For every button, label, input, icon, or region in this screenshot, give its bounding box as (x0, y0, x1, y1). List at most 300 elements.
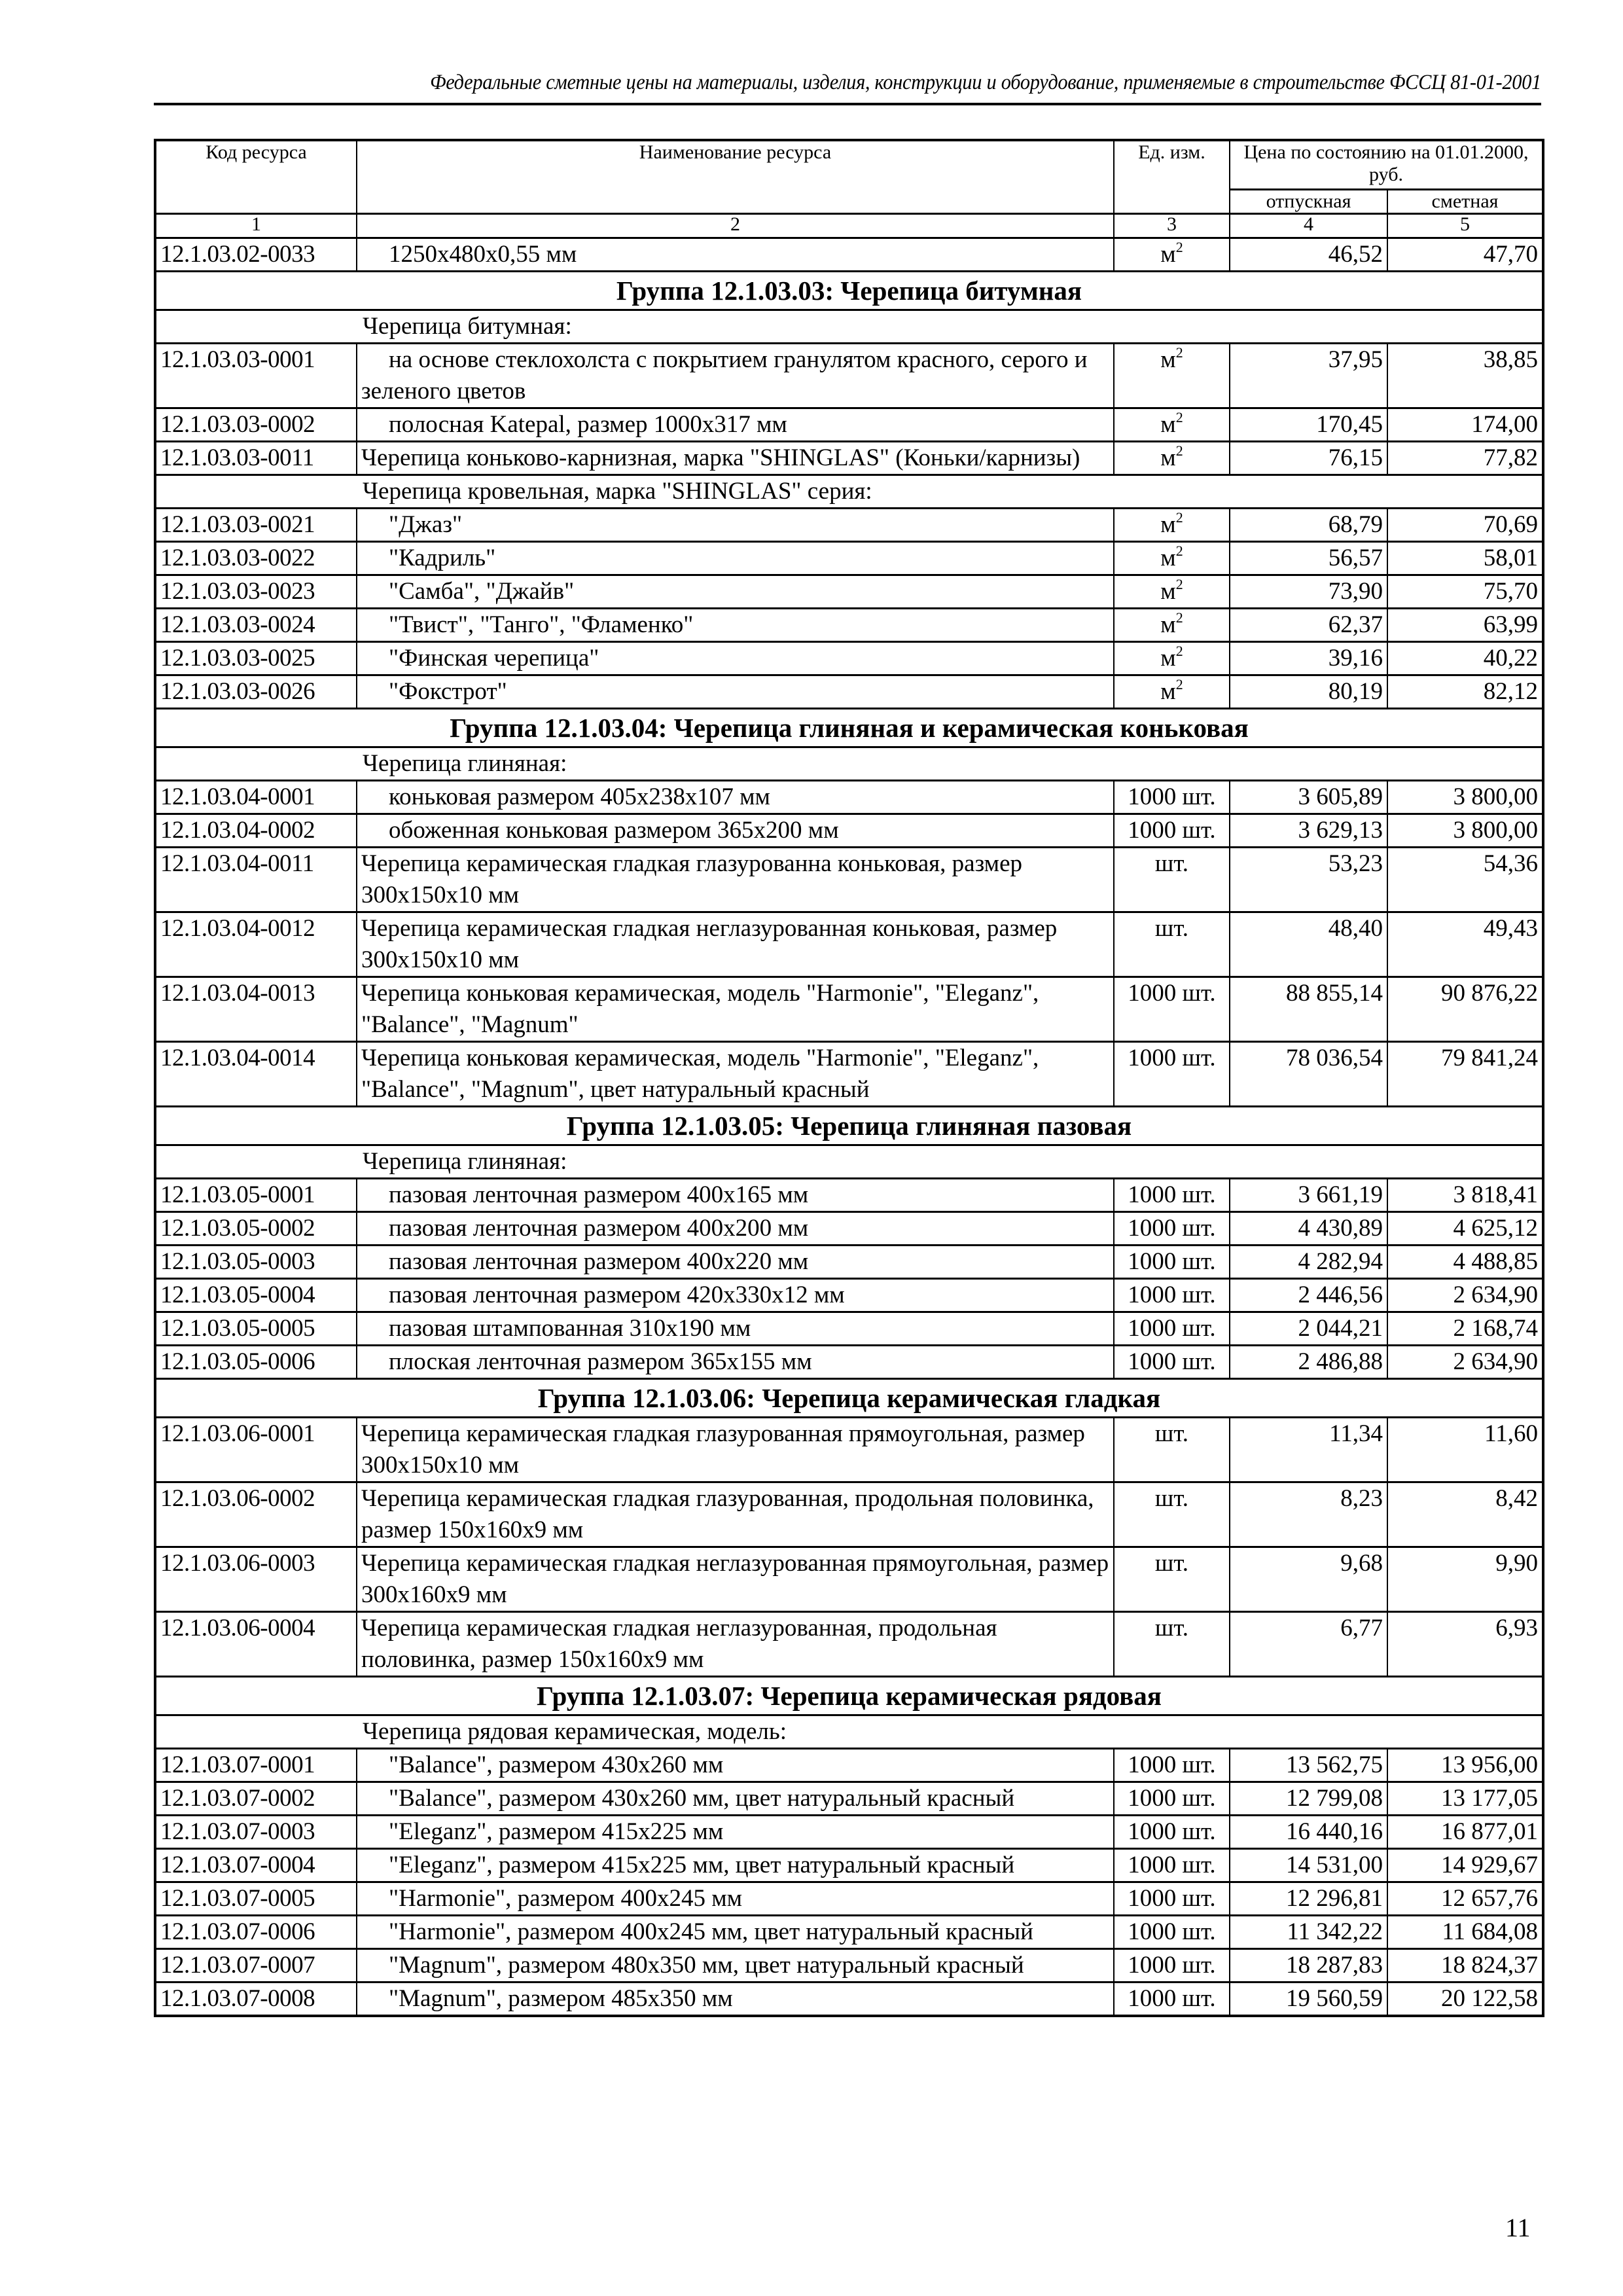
unit-text: шт. (1154, 915, 1189, 942)
estimate-price: 90 876,22 (1387, 977, 1543, 1042)
unit-text: 1000 шт. (1128, 1315, 1216, 1342)
subheading: Черепица битумная: (155, 310, 1543, 344)
resource-name-text: "Твист", "Танго", "Фламенко" (389, 611, 694, 638)
estimate-price: 3 800,00 (1387, 781, 1543, 814)
unit-text: м (1160, 411, 1176, 438)
resource-name (357, 1279, 1114, 1312)
resource-name (357, 1212, 1114, 1246)
table-row (155, 814, 1543, 848)
unit-text: 1000 шт. (1128, 1818, 1216, 1845)
resource-name-text: "Harmonie", размером 400x245 мм, цвет натуральный красный (389, 1918, 1033, 1945)
subheading: Черепица рядовая керамическая, модель: (155, 1715, 1543, 1749)
estimate-price: 4 625,12 (1387, 1212, 1543, 1246)
resource-name (357, 848, 1114, 912)
resource-name (357, 1949, 1114, 1982)
unit-text: 1000 шт. (1128, 1918, 1216, 1945)
table-row (155, 1212, 1543, 1246)
unit-of-measure (1114, 509, 1230, 542)
resource-name-text: Черепица керамическая гладкая глазурованна коньковая, размер 300x150x10 мм (361, 850, 1023, 908)
release-price: 56,57 (1230, 542, 1387, 575)
estimate-price: 4 488,85 (1387, 1246, 1543, 1279)
release-price: 14 531,00 (1230, 1849, 1387, 1882)
unit-superscript: 2 (1175, 575, 1183, 592)
resource-code: 12.1.03.07-0004 (155, 1849, 357, 1882)
release-price: 6,77 (1230, 1612, 1387, 1677)
table-row (155, 1782, 1543, 1816)
group-heading-row (155, 1379, 1543, 1418)
unit-of-measure (1114, 1949, 1230, 1982)
resource-code: 12.1.03.07-0001 (155, 1749, 357, 1782)
table-row (155, 977, 1543, 1042)
resource-code: 12.1.03.04-0013 (155, 977, 357, 1042)
unit-superscript: 2 (1175, 344, 1183, 361)
table-row (155, 1949, 1543, 1982)
unit-text: м (1160, 346, 1176, 373)
resource-name (357, 1547, 1114, 1612)
resource-code: 12.1.03.03-0022 (155, 542, 357, 575)
estimate-price: 16 877,01 (1387, 1816, 1543, 1849)
subheading-row (155, 475, 1543, 509)
resource-name-text: "Фокстрот" (389, 678, 507, 705)
release-price: 88 855,14 (1230, 977, 1387, 1042)
estimate-price: 40,22 (1387, 642, 1543, 675)
resource-name-text: "Magnum", размером 485x350 мм (389, 1985, 733, 2012)
subheading-row (155, 310, 1543, 344)
subheading-row (155, 1145, 1543, 1179)
release-price: 48,40 (1230, 912, 1387, 977)
resource-name-text: Черепица коньковая керамическая, модель "Harmonie", "Eleganz", "Balance", "Magnum" (361, 980, 1039, 1038)
resource-name-text: "Финская черепица" (389, 645, 599, 672)
release-price: 8,23 (1230, 1482, 1387, 1547)
resource-name-text: "Eleganz", размером 415x225 мм, цвет натуральный красный (389, 1852, 1015, 1878)
release-price: 3 661,19 (1230, 1179, 1387, 1212)
resource-name-text: пазовая ленточная размером 400x220 мм (389, 1248, 809, 1275)
resource-name-text: коньковая размером 405x238x107 мм (389, 783, 770, 810)
resource-name-text: "Harmonie", размером 400x245 мм (389, 1885, 743, 1912)
group-heading: Группа 12.1.03.03: Черепица битумная (155, 272, 1543, 310)
resource-code: 12.1.03.03-0021 (155, 509, 357, 542)
unit-of-measure (1114, 238, 1230, 272)
unit-of-measure (1114, 642, 1230, 675)
resource-name (357, 1179, 1114, 1212)
unit-text: шт. (1154, 1420, 1189, 1447)
resource-name (357, 781, 1114, 814)
resource-code: 12.1.03.03-0002 (155, 408, 357, 442)
resource-name (357, 1042, 1114, 1107)
unit-text: 1000 шт. (1128, 1852, 1216, 1878)
table-row (155, 1916, 1543, 1949)
resource-name-text: "Кадриль" (389, 545, 496, 571)
resource-name (357, 912, 1114, 977)
estimate-price: 54,36 (1387, 848, 1543, 912)
unit-of-measure (1114, 1882, 1230, 1916)
resource-code: 12.1.03.03-0025 (155, 642, 357, 675)
resource-code: 12.1.03.03-0001 (155, 344, 357, 408)
unit-text: м (1160, 611, 1176, 638)
table-row (155, 1279, 1543, 1312)
resource-name (357, 1612, 1114, 1677)
unit-of-measure (1114, 1346, 1230, 1379)
table-row (155, 1612, 1543, 1677)
column-numbers-row (155, 214, 1543, 238)
table-row (155, 1246, 1543, 1279)
resource-name-text: полосная Katepal, размер 1000x317 мм (389, 411, 787, 438)
unit-text: шт. (1154, 1550, 1189, 1577)
table-row (155, 1982, 1543, 2017)
table-row (155, 1312, 1543, 1346)
estimate-price: 9,90 (1387, 1547, 1543, 1612)
table-header (155, 140, 1543, 238)
resource-code: 12.1.03.04-0014 (155, 1042, 357, 1107)
resource-code: 12.1.03.03-0026 (155, 675, 357, 709)
group-heading-row (155, 709, 1543, 747)
estimate-price: 77,82 (1387, 442, 1543, 475)
release-price: 11,34 (1230, 1418, 1387, 1482)
resource-name (357, 408, 1114, 442)
resource-name-text: 1250x480x0,55 мм (389, 241, 577, 268)
unit-of-measure (1114, 1982, 1230, 2017)
resource-name-text: "Balance", размером 430x260 мм, цвет натуральный красный (389, 1785, 1015, 1812)
price-table (154, 139, 1544, 2017)
resource-code: 12.1.03.04-0001 (155, 781, 357, 814)
table-row (155, 1849, 1543, 1882)
table-row (155, 1042, 1543, 1107)
resource-code: 12.1.03.05-0004 (155, 1279, 357, 1312)
unit-text: 1000 шт. (1128, 1985, 1216, 2012)
resource-name-text: Черепица коньковая керамическая, модель "Harmonie", "Eleganz", "Balance", "Magnum", цвет натуральный красный (361, 1045, 1039, 1103)
unit-text: м (1160, 678, 1176, 705)
release-price: 9,68 (1230, 1547, 1387, 1612)
resource-name (357, 1982, 1114, 2017)
resource-name (357, 977, 1114, 1042)
resource-name-text: Черепица керамическая гладкая неглазурованная прямоугольная, размер 300x160x9 мм (361, 1550, 1109, 1608)
table-row (155, 609, 1543, 642)
unit-superscript: 2 (1175, 609, 1183, 626)
resource-code: 12.1.03.07-0008 (155, 1982, 357, 2017)
resource-code: 12.1.03.03-0011 (155, 442, 357, 475)
estimate-price: 13 177,05 (1387, 1782, 1543, 1816)
table-row (155, 1482, 1543, 1547)
release-price: 53,23 (1230, 848, 1387, 912)
unit-text: 1000 шт. (1128, 1348, 1216, 1375)
estimate-price: 2 634,90 (1387, 1346, 1543, 1379)
unit-text: м (1160, 645, 1176, 672)
unit-of-measure (1114, 542, 1230, 575)
release-price: 13 562,75 (1230, 1749, 1387, 1782)
resource-name (357, 238, 1114, 272)
unit-text: 1000 шт. (1128, 1045, 1216, 1071)
resource-code: 12.1.03.06-0003 (155, 1547, 357, 1612)
resource-name-text: пазовая ленточная размером 400x165 мм (389, 1181, 809, 1208)
estimate-price: 3 818,41 (1387, 1179, 1543, 1212)
unit-of-measure (1114, 344, 1230, 408)
unit-text: 1000 шт. (1128, 1181, 1216, 1208)
subheading: Черепица глиняная: (155, 747, 1543, 781)
page-number: 11 (1505, 2213, 1531, 2242)
unit-of-measure (1114, 1612, 1230, 1677)
unit-of-measure (1114, 1547, 1230, 1612)
table-row (155, 238, 1543, 272)
release-price: 2 486,88 (1230, 1346, 1387, 1379)
resource-code: 12.1.03.06-0002 (155, 1482, 357, 1547)
unit-text: 1000 шт. (1128, 1751, 1216, 1778)
resource-name-text: "Eleganz", размером 415x225 мм (389, 1818, 724, 1845)
resource-code: 12.1.03.06-0004 (155, 1612, 357, 1677)
subheading: Черепица глиняная: (155, 1145, 1543, 1179)
release-price: 18 287,83 (1230, 1949, 1387, 1982)
resource-code: 12.1.03.05-0005 (155, 1312, 357, 1346)
table-row (155, 509, 1543, 542)
unit-of-measure (1114, 1212, 1230, 1246)
unit-of-measure (1114, 1816, 1230, 1849)
unit-of-measure (1114, 1312, 1230, 1346)
resource-name (357, 609, 1114, 642)
column-number: 1 (155, 214, 357, 238)
estimate-price: 14 929,67 (1387, 1849, 1543, 1882)
estimate-price: 79 841,24 (1387, 1042, 1543, 1107)
release-price: 39,16 (1230, 642, 1387, 675)
unit-text: м (1160, 545, 1176, 571)
unit-of-measure (1114, 848, 1230, 912)
release-price: 78 036,54 (1230, 1042, 1387, 1107)
resource-name (357, 675, 1114, 709)
estimate-price: 8,42 (1387, 1482, 1543, 1547)
release-price: 11 342,22 (1230, 1916, 1387, 1949)
estimate-price: 3 800,00 (1387, 814, 1543, 848)
resource-name-text: "Джаз" (389, 511, 463, 538)
running-head: Федеральные сметные цены на материалы, изделия, конструкции и оборудование, применяемые в строительстве ФССЦ 81-01-2001 (430, 71, 1541, 94)
unit-text: 1000 шт. (1128, 1885, 1216, 1912)
unit-text: 1000 шт. (1128, 817, 1216, 844)
resource-name-text: пазовая штампованная 310x190 мм (389, 1315, 751, 1342)
release-price: 68,79 (1230, 509, 1387, 542)
resource-name-text: Черепица керамическая гладкая неглазурованная, продольная половинка, размер 150x160x9 мм (361, 1615, 997, 1673)
table-row (155, 1346, 1543, 1379)
unit-of-measure (1114, 675, 1230, 709)
resource-name-text: обоженная коньковая размером 365x200 мм (389, 817, 839, 844)
resource-name-text: "Самба", "Джайв" (389, 578, 575, 605)
resource-name-text: Черепица коньково-карнизная, марка "SHINGLAS" (Коньки/карнизы) (361, 444, 1080, 471)
resource-code: 12.1.03.03-0023 (155, 575, 357, 609)
resource-code: 12.1.03.04-0012 (155, 912, 357, 977)
resource-name (357, 1346, 1114, 1379)
resource-name-text: Черепица керамическая гладкая неглазурованная коньковая, размер 300x150x10 мм (361, 915, 1058, 973)
table-row (155, 848, 1543, 912)
group-heading: Группа 12.1.03.06: Черепица керамическая гладкая (155, 1379, 1543, 1418)
estimate-price: 47,70 (1387, 238, 1543, 272)
column-number: 2 (357, 214, 1114, 238)
resource-code: 12.1.03.07-0005 (155, 1882, 357, 1916)
estimate-price: 6,93 (1387, 1612, 1543, 1677)
group-heading-row (155, 1107, 1543, 1145)
group-heading: Группа 12.1.03.04: Черепица глиняная и керамическая коньковая (155, 709, 1543, 747)
header-price-group: Цена по состоянию на 01.01.2000, руб. (1230, 140, 1543, 190)
release-price: 80,19 (1230, 675, 1387, 709)
resource-name-text: "Magnum", размером 480x350 мм, цвет натуральный красный (389, 1952, 1024, 1979)
subheading-row (155, 747, 1543, 781)
resource-name (357, 344, 1114, 408)
resource-name (357, 1312, 1114, 1346)
release-price: 76,15 (1230, 442, 1387, 475)
unit-superscript: 2 (1175, 408, 1183, 425)
estimate-price: 11,60 (1387, 1418, 1543, 1482)
unit-of-measure (1114, 1916, 1230, 1949)
resource-name (357, 1882, 1114, 1916)
unit-of-measure (1114, 977, 1230, 1042)
resource-code: 12.1.03.03-0024 (155, 609, 357, 642)
unit-text: 1000 шт. (1128, 1952, 1216, 1979)
unit-superscript: 2 (1175, 542, 1183, 559)
unit-of-measure (1114, 1482, 1230, 1547)
unit-of-measure (1114, 814, 1230, 848)
resource-name-text: пазовая ленточная размером 420x330x12 мм (389, 1282, 845, 1308)
table-row (155, 675, 1543, 709)
resource-name (357, 1482, 1114, 1547)
release-price: 3 605,89 (1230, 781, 1387, 814)
unit-superscript: 2 (1175, 238, 1183, 255)
unit-text: м (1160, 444, 1176, 471)
estimate-price: 174,00 (1387, 408, 1543, 442)
table-row (155, 1816, 1543, 1849)
release-price: 4 282,94 (1230, 1246, 1387, 1279)
resource-code: 12.1.03.05-0002 (155, 1212, 357, 1246)
header-rule (154, 103, 1541, 105)
table-row (155, 542, 1543, 575)
table-body (155, 238, 1543, 2017)
unit-of-measure (1114, 442, 1230, 475)
unit-text: м (1160, 511, 1176, 538)
subheading-row (155, 1715, 1543, 1749)
table-row (155, 1749, 1543, 1782)
estimate-price: 11 684,08 (1387, 1916, 1543, 1949)
estimate-price: 2 168,74 (1387, 1312, 1543, 1346)
estimate-price: 38,85 (1387, 344, 1543, 408)
unit-text: 1000 шт. (1128, 783, 1216, 810)
resource-code: 12.1.03.07-0003 (155, 1816, 357, 1849)
subheading: Черепица кровельная, марка "SHINGLAS" серия: (155, 475, 1543, 509)
release-price: 2 044,21 (1230, 1312, 1387, 1346)
estimate-price: 12 657,76 (1387, 1882, 1543, 1916)
release-price: 62,37 (1230, 609, 1387, 642)
resource-code: 12.1.03.07-0006 (155, 1916, 357, 1949)
unit-superscript: 2 (1175, 642, 1183, 659)
resource-name (357, 1782, 1114, 1816)
header-release-price: отпускная (1230, 190, 1387, 214)
group-heading-row (155, 272, 1543, 310)
resource-code: 12.1.03.05-0006 (155, 1346, 357, 1379)
resource-name (357, 814, 1114, 848)
release-price: 170,45 (1230, 408, 1387, 442)
table-row (155, 642, 1543, 675)
resource-name (357, 1418, 1114, 1482)
unit-text: 1000 шт. (1128, 1248, 1216, 1275)
unit-of-measure (1114, 1782, 1230, 1816)
table-row (155, 1179, 1543, 1212)
unit-superscript: 2 (1175, 442, 1183, 459)
release-price: 73,90 (1230, 575, 1387, 609)
resource-name (357, 1916, 1114, 1949)
unit-text: 1000 шт. (1128, 1282, 1216, 1308)
table-row (155, 442, 1543, 475)
resource-code: 12.1.03.04-0002 (155, 814, 357, 848)
table-row (155, 408, 1543, 442)
release-price: 16 440,16 (1230, 1816, 1387, 1849)
table-row (155, 1418, 1543, 1482)
release-price: 12 799,08 (1230, 1782, 1387, 1816)
unit-text: м (1160, 578, 1176, 605)
table-row (155, 1547, 1543, 1612)
unit-of-measure (1114, 1246, 1230, 1279)
resource-name (357, 442, 1114, 475)
unit-of-measure (1114, 609, 1230, 642)
header-name: Наименование ресурса (357, 140, 1114, 214)
resource-code: 12.1.03.06-0001 (155, 1418, 357, 1482)
resource-name (357, 509, 1114, 542)
resource-name (357, 542, 1114, 575)
unit-of-measure (1114, 1418, 1230, 1482)
resource-name (357, 575, 1114, 609)
release-price: 2 446,56 (1230, 1279, 1387, 1312)
unit-superscript: 2 (1175, 675, 1183, 692)
resource-name (357, 642, 1114, 675)
table-row (155, 575, 1543, 609)
estimate-price: 82,12 (1387, 675, 1543, 709)
release-price: 37,95 (1230, 344, 1387, 408)
unit-of-measure (1114, 1749, 1230, 1782)
estimate-price: 70,69 (1387, 509, 1543, 542)
resource-name (357, 1246, 1114, 1279)
release-price: 46,52 (1230, 238, 1387, 272)
group-heading-row (155, 1677, 1543, 1715)
unit-of-measure (1114, 1179, 1230, 1212)
table-row (155, 1882, 1543, 1916)
table-row (155, 912, 1543, 977)
estimate-price: 58,01 (1387, 542, 1543, 575)
unit-of-measure (1114, 781, 1230, 814)
resource-name-text: "Balance", размером 430x260 мм (389, 1751, 724, 1778)
resource-name-text: на основе стеклохолста с покрытием гранулятом красного, серого и зеленого цветов (361, 346, 1088, 404)
resource-code: 12.1.03.02-0033 (155, 238, 357, 272)
estimate-price: 49,43 (1387, 912, 1543, 977)
resource-code: 12.1.03.07-0002 (155, 1782, 357, 1816)
estimate-price: 2 634,90 (1387, 1279, 1543, 1312)
resource-name-text: Черепица керамическая гладкая глазурованная прямоугольная, размер 300x150x10 мм (361, 1420, 1085, 1479)
release-price: 12 296,81 (1230, 1882, 1387, 1916)
estimate-price: 75,70 (1387, 575, 1543, 609)
resource-name-text: Черепица керамическая гладкая глазурованная, продольная половинка, размер 150x160x9 мм (361, 1485, 1094, 1543)
unit-text: 1000 шт. (1128, 1785, 1216, 1812)
unit-of-measure (1114, 1849, 1230, 1882)
header-estimate-price: сметная (1387, 190, 1543, 214)
resource-name-text: пазовая ленточная размером 400x200 мм (389, 1215, 809, 1242)
resource-code: 12.1.03.04-0011 (155, 848, 357, 912)
resource-name (357, 1816, 1114, 1849)
unit-text: 1000 шт. (1128, 1215, 1216, 1242)
estimate-price: 20 122,58 (1387, 1982, 1543, 2017)
unit-of-measure (1114, 408, 1230, 442)
unit-of-measure (1114, 575, 1230, 609)
unit-text: шт. (1154, 1615, 1189, 1641)
resource-code: 12.1.03.05-0003 (155, 1246, 357, 1279)
header-code: Код ресурса (155, 140, 357, 214)
column-number: 4 (1230, 214, 1387, 238)
group-heading: Группа 12.1.03.05: Черепица глиняная пазовая (155, 1107, 1543, 1145)
header-unit: Ед. изм. (1114, 140, 1230, 214)
unit-text: 1000 шт. (1128, 980, 1216, 1007)
release-price: 3 629,13 (1230, 814, 1387, 848)
unit-text: шт. (1154, 1485, 1189, 1512)
table-row (155, 781, 1543, 814)
